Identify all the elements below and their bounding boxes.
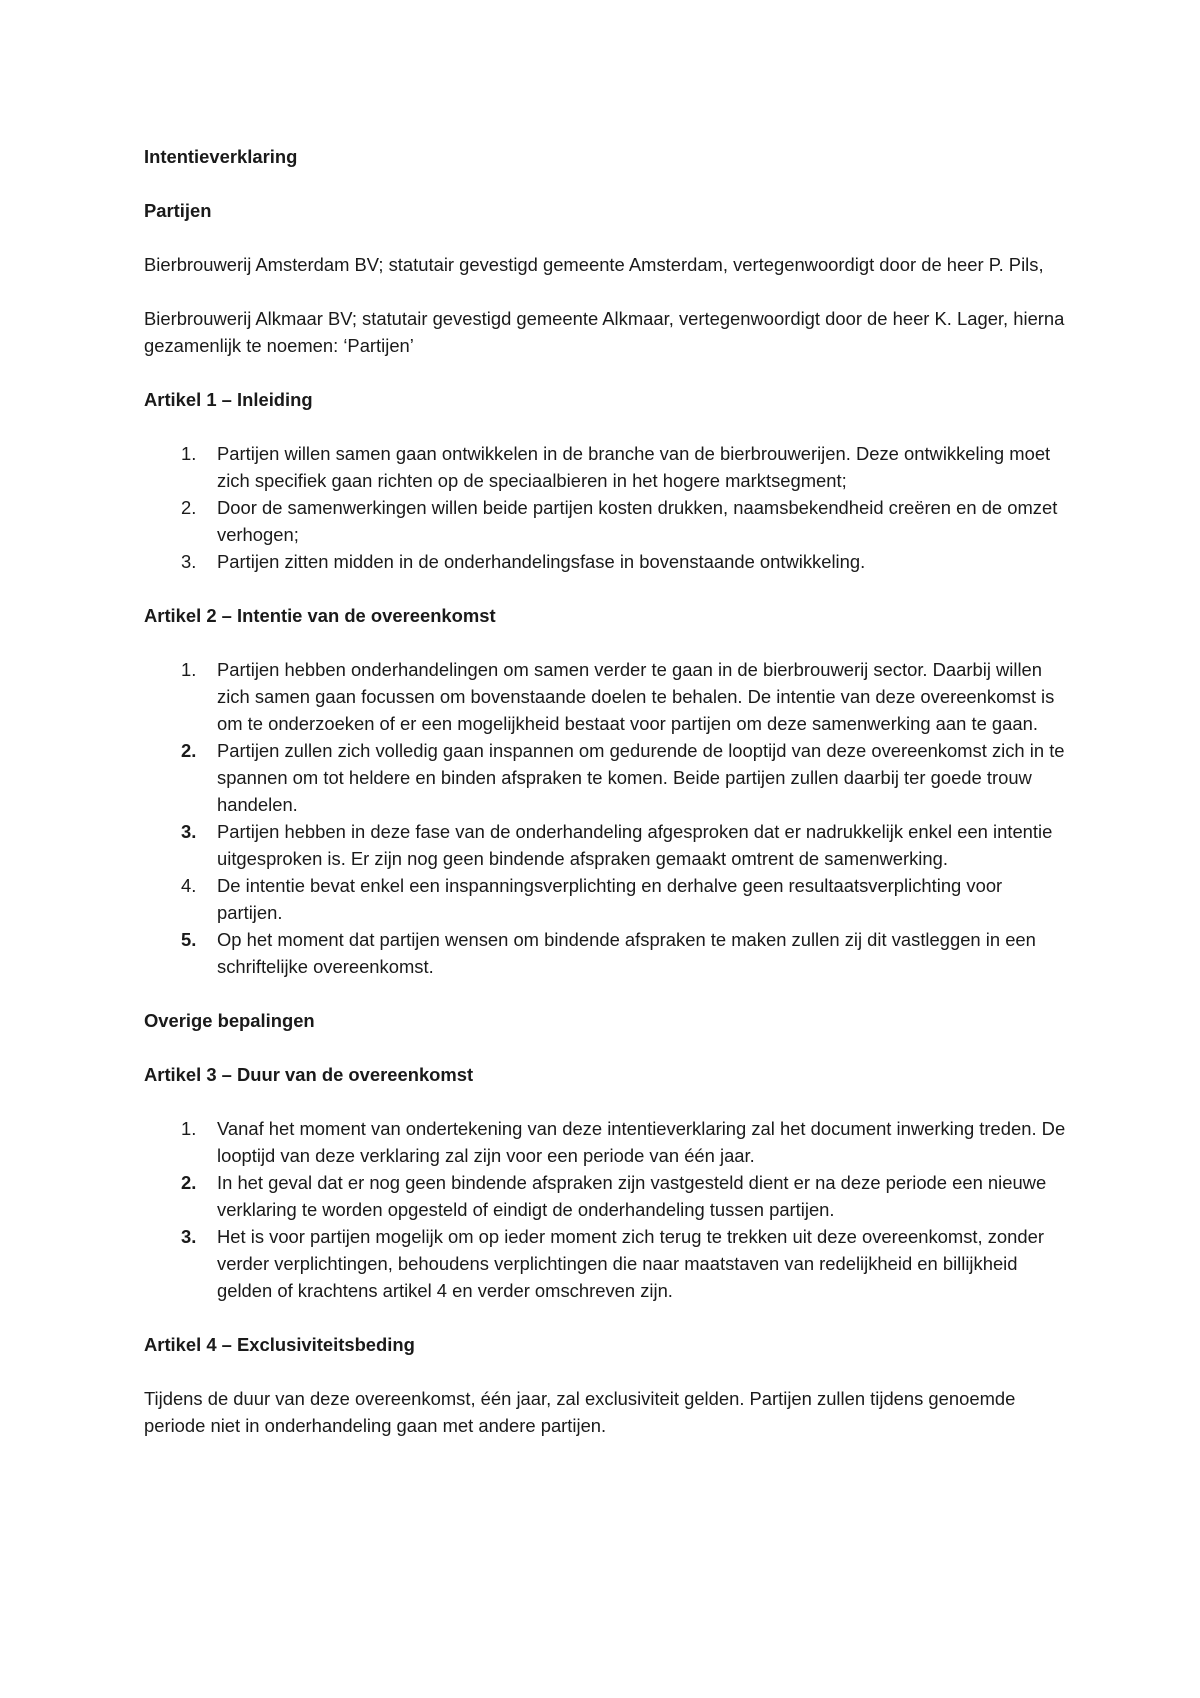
- article-4-text: Tijdens de duur van deze overeenkomst, één jaar, zal exclusiviteit gelden. Partijen zullen tijdens genoemde periode niet in onderhandeling gaan met andere partijen.: [144, 1388, 1016, 1436]
- list-number: 1.: [181, 1118, 197, 1139]
- list-item: [144, 818, 1066, 872]
- article-1-heading: Artikel 1 – Inleiding: [144, 389, 313, 410]
- party-2: Bierbrouwerij Alkmaar BV; statutair gevestigd gemeente Alkmaar, vertegenwoordigt door de heer K. Lager, hierna gezamenlijk te noemen: ‘Partijen’: [144, 308, 1065, 356]
- list-text: Door de samenwerkingen willen beide partijen kosten drukken, naamsbekendheid creëren en de omzet verhogen;: [217, 497, 1058, 545]
- list-number: 2.: [181, 497, 197, 518]
- list-number: 3.: [181, 1226, 197, 1247]
- list-item: [144, 737, 1066, 818]
- list-text: Partijen hebben onderhandelingen om samen verder te gaan in de bierbrouwerij sector. Daarbij willen zich samen gaan focussen om bovenstaande doelen te behalen. De intentie van deze overeenkomst is om te onderzoeken of er een mogelijkheid bestaat voor partijen om deze samenwerking aan te gaan.: [217, 659, 1055, 734]
- list-text: Vanaf het moment van ondertekening van deze intentieverklaring zal het document inwerking treden. De looptijd van deze verklaring zal zijn voor een periode van één jaar.: [217, 1118, 1066, 1166]
- list-item: [144, 494, 1066, 548]
- list-text: Partijen zullen zich volledig gaan inspannen om gedurende de looptijd van deze overeenkomst zich in te spannen om tot heldere en binden afspraken te komen. Beide partijen zullen daarbij ter goede trouw handelen.: [217, 740, 1065, 815]
- article-3-list: [144, 1115, 1066, 1304]
- list-text: Partijen willen samen gaan ontwikkelen in de branche van de bierbrouwerijen. Deze ontwikkeling moet zich specifiek gaan richten op de speciaalbieren in het hogere marktsegment;: [217, 443, 1051, 491]
- list-text: In het geval dat er nog geen bindende afspraken zijn vastgesteld dient er na deze periode een nieuwe verklaring te worden opgesteld of eindigt de onderhandeling tussen partijen.: [217, 1172, 1047, 1220]
- list-item: [144, 1115, 1066, 1169]
- list-text: De intentie bevat enkel een inspanningsverplichting en derhalve geen resultaatsverplichting voor partijen.: [217, 875, 1003, 923]
- document-title: Intentieverklaring: [144, 146, 298, 167]
- document-page: [144, 143, 1066, 1466]
- list-number: 3.: [181, 821, 197, 842]
- list-item: [144, 1223, 1066, 1304]
- list-number: 1.: [181, 443, 197, 464]
- list-text: Het is voor partijen mogelijk om op ieder moment zich terug te trekken uit deze overeenkomst, zonder verder verplichtingen, behoudens verplichtingen die naar maatstaven van redelijkheid en billijkheid gelden of krachtens artikel 4 en verder omschreven zijn.: [217, 1226, 1044, 1301]
- article-1-list: [144, 440, 1066, 575]
- list-number: 2.: [181, 1172, 197, 1193]
- list-text: Partijen hebben in deze fase van de onderhandeling afgesproken dat er nadrukkelijk enkel een intentie uitgesproken is. Er zijn nog geen bindende afspraken gemaakt omtrent de samenwerking.: [217, 821, 1053, 869]
- parties-heading: Partijen: [144, 200, 212, 221]
- article-2-heading: Artikel 2 – Intentie van de overeenkomst: [144, 605, 496, 626]
- list-item: [144, 926, 1066, 980]
- list-item: [144, 440, 1066, 494]
- list-text: Op het moment dat partijen wensen om bindende afspraken te maken zullen zij dit vastleggen in een schriftelijke overeenkomst.: [217, 929, 1036, 977]
- list-number: 4.: [181, 875, 197, 896]
- list-number: 3.: [181, 551, 197, 572]
- party-1: Bierbrouwerij Amsterdam BV; statutair gevestigd gemeente Amsterdam, vertegenwoordigt door de heer P. Pils,: [144, 254, 1044, 275]
- article-2-list: [144, 656, 1066, 980]
- list-text: Partijen zitten midden in de onderhandelingsfase in bovenstaande ontwikkeling.: [217, 551, 866, 572]
- list-number: 5.: [181, 929, 197, 950]
- list-item: [144, 1169, 1066, 1223]
- list-number: 1.: [181, 659, 197, 680]
- list-item: [144, 872, 1066, 926]
- list-item: [144, 656, 1066, 737]
- article-3-heading: Artikel 3 – Duur van de overeenkomst: [144, 1064, 474, 1085]
- article-4-heading: Artikel 4 – Exclusiviteitsbeding: [144, 1334, 415, 1355]
- list-item: [144, 548, 1066, 575]
- list-number: 2.: [181, 740, 197, 761]
- other-provisions-heading: Overige bepalingen: [144, 1010, 315, 1031]
